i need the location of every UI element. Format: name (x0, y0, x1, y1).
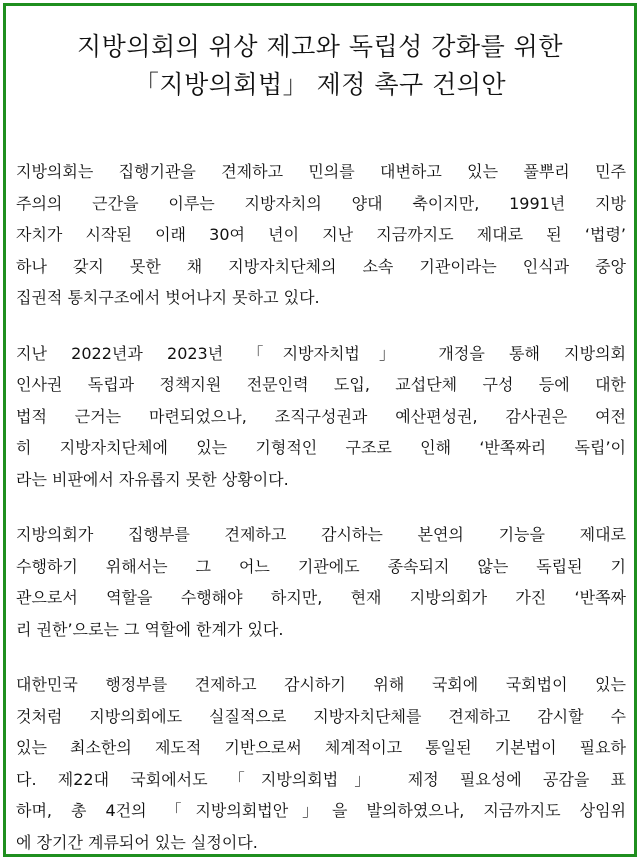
document-frame (3, 3, 637, 857)
text-line: 주의의 근간을 이루는 지방자치의 양대 축이지만, 1991년 지방 (16, 193, 626, 213)
text-line: 대한민국 행정부를 견제하고 감시하기 위해 국회에 국회법이 있는 (16, 675, 626, 694)
text-line: 인사권 독립과 정책지원 전문인력 도입, 교섭단체 구성 등에 대한 (16, 375, 626, 394)
text-line: 법적 근거는 마련되었으나, 조직구성권과 예산편성권, 감사권은 여전 (16, 406, 626, 426)
paragraph-2 (16, 338, 626, 496)
text-line: 있는 최소한의 제도적 기반으로써 체계적이고 통일된 기본법이 필요하 (16, 738, 626, 757)
text-line: 집권적 통치구조에서 벗어나지 못하고 있다. (16, 288, 320, 307)
text-line: 관으로서 역할을 수행해야 하지만, 현재 지방의회가 가진 ‘반쪽짜 (16, 588, 626, 607)
text-line: 것처럼 지방의회에도 실질적으로 지방자치단체를 견제하고 감시할 수 (16, 706, 626, 726)
document-body (16, 156, 626, 857)
title-line-2: 「지방의회법」 제정 촉구 건의안 (133, 70, 507, 99)
text-line: 리 권한’으로는 그 역할에 한계가 있다. (16, 619, 284, 639)
text-line: 다. 제22대 국회에서도 「지방의회법」 제정 필요성에 공감을 표 (16, 769, 626, 789)
text-line: 하며, 총 4건의 「지방의회법안」을 발의하였으나, 지금까지도 상임위 (16, 801, 626, 820)
text-line: 수행하기 위해서는 그 어느 기관에도 종속되지 않는 독립된 기 (16, 556, 626, 576)
text-line: 지난 2022년과 2023년 「지방자치법」 개정을 통해 지방의회 (16, 343, 626, 363)
text-line: 지방의회가 집행부를 견제하고 감시하는 본연의 기능을 제대로 (16, 525, 626, 544)
title-line-1: 지방의회의 위상 제고와 독립성 강화를 위한 (77, 32, 563, 61)
text-line: 히 지방자치단체에 있는 기형적인 구조로 인해 ‘반쪽짜리 독립’이 (16, 438, 626, 457)
text-line: 지방의회는 집행기관을 견제하고 민의를 대변하고 있는 풀뿌리 민주 (16, 162, 626, 181)
text-line: 라는 비판에서 자유롭지 못한 상황이다. (16, 469, 289, 489)
paragraph-3 (16, 519, 626, 645)
text-line: 에 장기간 계류되어 있는 실정이다. (16, 832, 258, 852)
text-line: 자치가 시작된 이래 30여 년이 지난 지금까지도 제대로 된 ‘법령’ (16, 225, 626, 244)
paragraph-1 (16, 156, 626, 314)
text-line: 하나 갖지 못한 채 지방자치단체의 소속 기관이라는 인식과 중앙 (16, 256, 626, 276)
document-title (16, 28, 624, 104)
paragraph-4 (16, 669, 626, 857)
